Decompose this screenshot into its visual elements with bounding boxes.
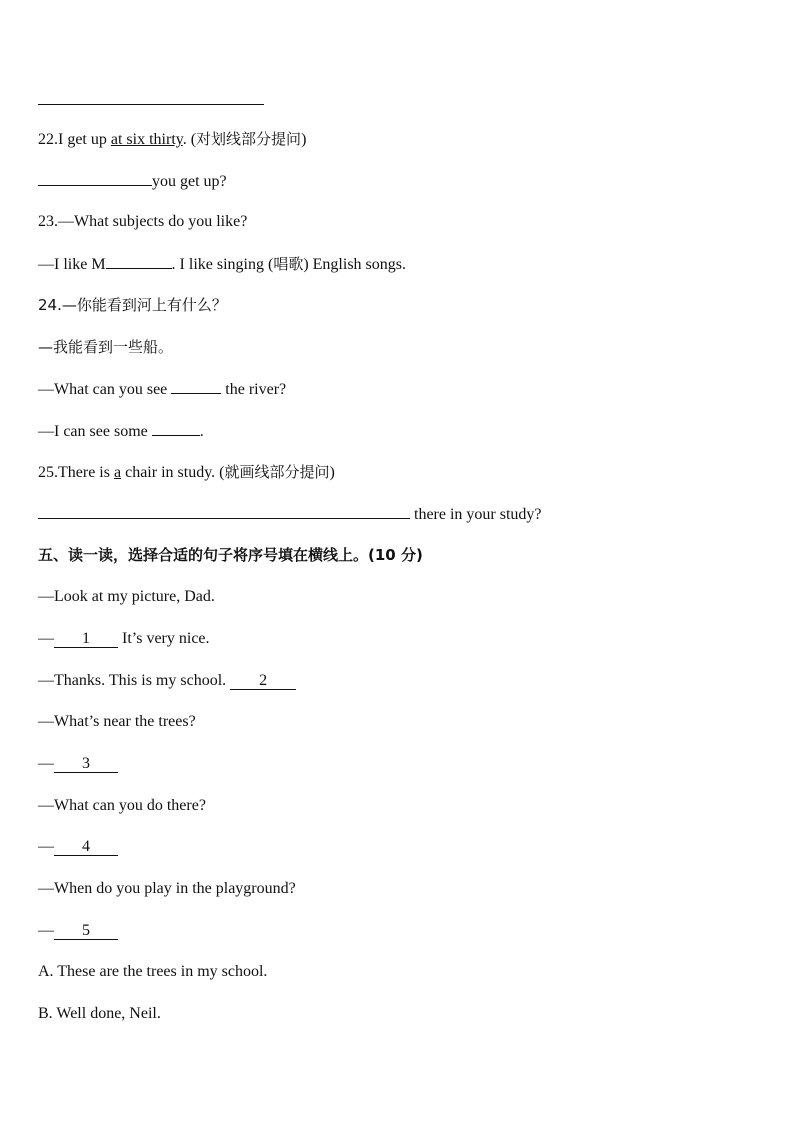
q23-answer-end: ) English songs. [303,256,406,273]
q22-text-before: I get up [58,131,111,148]
dialog-line-6: —What can you do there? [38,797,206,814]
section5-heading: 五、读一读，选择合适的句子将序号填在横线上。(10 分) [38,546,423,564]
option-a: A. These are the trees in my school. [38,963,268,980]
q22-number: 22. [38,131,58,148]
option-b: B. Well done, Neil. [38,1005,161,1022]
dash: — [38,630,54,647]
q23-answer-before: —I like M [38,256,106,273]
q25-answer-suffix: there in your study? [410,506,542,523]
q22-answer [38,171,227,192]
q25-underlined: a [113,464,122,481]
dialog-line-4: —What’s near the trees? [38,713,196,730]
dialog-line-5 [38,754,118,774]
q22-text-after: . ( [182,131,197,148]
q24-en-question-before: —What can you see [38,381,172,398]
q22-answer-blank[interactable] [38,171,152,186]
dialog-line-2-text: It’s very nice. [118,630,210,647]
q22-instruction: 对划线部分提问 [196,130,302,148]
q25-close: ) [329,464,335,481]
q24-en-question [38,379,286,400]
answer-blank-3[interactable]: 3 [54,756,118,773]
q24-en-answer-after: . [199,423,204,440]
q24-en-answer [38,421,204,442]
dialog-line-9 [38,921,118,941]
q24-blank-1[interactable] [171,379,221,394]
q24-cn-question: 24.—你能看到河上有什么？ [38,296,227,314]
q23-blank[interactable] [106,254,172,269]
q23-answer [38,254,406,275]
dialog-line-2 [38,629,210,649]
dash: — [38,838,54,855]
q23-cn-word: 唱歌 [273,255,304,273]
q22-question [38,129,306,150]
q22-answer-suffix: you get up? [152,173,227,190]
q25-after: chair in study. ( [121,464,225,481]
q23-question: 23.—What subjects do you like? [38,213,248,230]
dialog-line-8: —When do you play in the playground? [38,880,296,897]
dash: — [38,922,54,939]
dialog-line-7 [38,837,118,857]
q24-cn-answer: —我能看到一些船。 [38,338,174,356]
answer-blank-5[interactable]: 5 [54,923,118,940]
q22-underlined: at six thirty [110,131,183,148]
q24-blank-2[interactable] [152,421,200,436]
previous-answer-line[interactable] [38,104,264,105]
dash: — [38,755,54,772]
q22-close: ) [301,131,307,148]
dialog-line-3-text: —Thanks. This is my school. [38,672,231,689]
q25-answer [38,504,542,525]
answer-blank-2[interactable]: 2 [230,673,296,690]
answer-blank-4[interactable]: 4 [54,839,118,856]
answer-blank-1[interactable]: 1 [54,631,118,648]
q25-question [38,462,335,483]
dialog-line-3 [38,671,296,691]
q24-en-question-after: the river? [221,381,287,398]
q25-instruction: 就画线部分提问 [224,463,330,481]
dialog-line-1: —Look at my picture, Dad. [38,588,215,605]
q25-before: 25.There is [38,464,114,481]
q23-answer-after: . I like singing ( [171,256,274,273]
q24-en-answer-before: —I can see some [38,423,152,440]
q25-answer-blank[interactable] [38,504,410,519]
